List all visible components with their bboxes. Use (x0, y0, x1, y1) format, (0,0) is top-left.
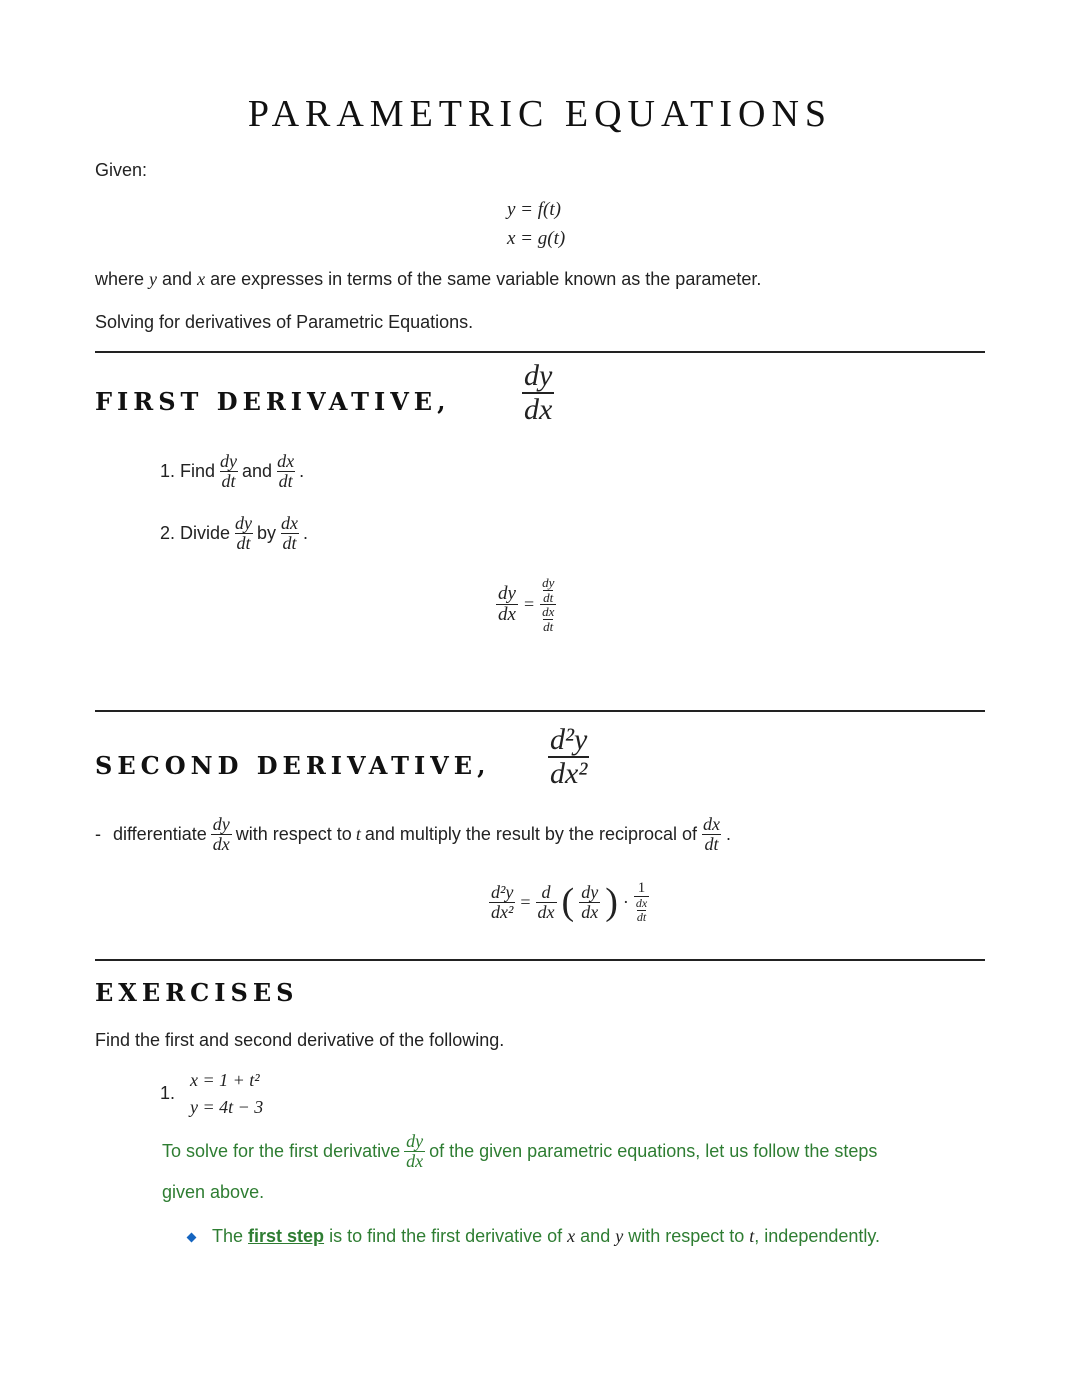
exercise-eq-y: y = 4t − 3 (190, 1097, 264, 1117)
bullet-icon (187, 1233, 197, 1243)
instruction-text: differentiate (113, 823, 207, 844)
var-y: y (615, 1226, 624, 1246)
desc-var-y: y (149, 269, 158, 289)
desc-text: where (95, 269, 150, 289)
frac-den: dt (543, 589, 554, 605)
frac-den: dx (581, 901, 599, 922)
frac-den: dx (524, 392, 553, 426)
frac-den: dt (282, 532, 297, 553)
exercises-instruction: Find the first and second derivative of the following. (95, 1030, 505, 1050)
step-label: 2. Divide (160, 522, 231, 543)
frac-den: dt (278, 470, 293, 491)
var-x: x (567, 1226, 576, 1246)
equation-y-of-t: y = f(t) (507, 199, 561, 220)
frac-den: dt (543, 618, 554, 634)
frac-num: dy (524, 359, 553, 392)
period: . (299, 460, 305, 481)
frac-num: d²y (491, 881, 514, 902)
frac-num: dy (581, 881, 599, 902)
bullet-text: is to find the first derivative of (324, 1226, 568, 1246)
step-by: by (257, 522, 277, 543)
frac-num: dx (703, 814, 720, 834)
solution-text: To solve for the first derivative (162, 1140, 401, 1161)
frac-den: dx (537, 901, 555, 922)
second-derivative-formula (489, 880, 649, 924)
frac-num: dx (542, 604, 555, 620)
frac-num: dy (542, 575, 555, 590)
paren-right: ) (605, 881, 618, 923)
frac-num: dy (220, 451, 238, 471)
frac-num: dx (281, 513, 299, 533)
frac-den: dx (212, 833, 230, 854)
second-derivative-heading: SECOND DERIVATIVE, (95, 751, 491, 780)
frac-num: dx (277, 451, 295, 471)
period: . (726, 823, 732, 844)
frac-num: dx (635, 896, 648, 911)
page-title: PARAMETRIC EQUATIONS (247, 93, 833, 135)
frac-den: dt (221, 470, 236, 491)
period: . (303, 522, 309, 543)
step-1 (160, 452, 304, 491)
equation-x-of-t: x = g(t) (507, 228, 566, 249)
var-t: t (749, 1226, 755, 1246)
equals-sign: = (520, 891, 531, 912)
paren-left: ( (561, 881, 575, 923)
desc-text: and (157, 269, 198, 289)
first-step-link[interactable]: first step (248, 1226, 325, 1246)
frac-num: dy (235, 513, 253, 533)
frac-den: dt (636, 909, 647, 924)
section-divider (95, 959, 985, 961)
frac-num: d²y (550, 723, 588, 756)
bullet-text: with respect to (623, 1226, 750, 1246)
second-derivative-symbol (548, 724, 589, 789)
var-t: t (355, 823, 361, 844)
frac-num: 1 (637, 879, 646, 896)
first-step-bullet (212, 1226, 880, 1247)
exercise-number: 1. (160, 1083, 176, 1103)
frac-den: dx (498, 604, 516, 626)
instruction-text: with respect to (235, 823, 352, 844)
frac-num: dy (212, 814, 230, 834)
solution-intro (162, 1132, 877, 1171)
equals-sign: = (523, 594, 535, 615)
first-derivative-formula (496, 576, 556, 634)
solution-text: of the given parametric equations, let us follow the steps (429, 1140, 878, 1161)
given-description (95, 269, 761, 290)
frac-den: dx² (550, 756, 588, 790)
frac-den: dt (704, 833, 719, 854)
first-derivative-heading: FIRST DERIVATIVE, (95, 387, 451, 416)
exercises-heading: EXERCISES (95, 978, 299, 1007)
section-divider (95, 351, 985, 353)
step-label: 1. Find (160, 460, 216, 481)
instruction-text: and multiply the result by the reciprocal of (364, 823, 697, 844)
section-divider (95, 710, 985, 712)
frac-num: d (541, 881, 551, 902)
second-derivative-instruction (95, 815, 731, 854)
bullet-text: , independently. (754, 1226, 881, 1246)
bullet-text: The (212, 1226, 249, 1246)
step-and: and (242, 460, 273, 481)
desc-var-x: x (197, 269, 206, 289)
first-derivative-symbol (522, 360, 554, 425)
dash: - (95, 823, 101, 844)
frac-den: dx² (491, 901, 514, 922)
frac-den: dt (236, 532, 251, 553)
dot-operator: · (622, 891, 629, 912)
frac-num: dy (498, 583, 516, 605)
frac-den: dx (406, 1150, 424, 1171)
solving-text: Solving for derivatives of Parametric Equations. (95, 312, 474, 332)
bullet-text: and (575, 1226, 616, 1246)
step-2 (160, 514, 308, 553)
desc-text: are expresses in terms of the same variable known as the parameter. (205, 269, 762, 289)
given-label: Given: (95, 160, 148, 180)
solution-intro-continued: given above. (162, 1182, 265, 1202)
exercise-eq-x: x = 1 + t² (190, 1070, 260, 1090)
frac-num: dy (406, 1131, 424, 1151)
